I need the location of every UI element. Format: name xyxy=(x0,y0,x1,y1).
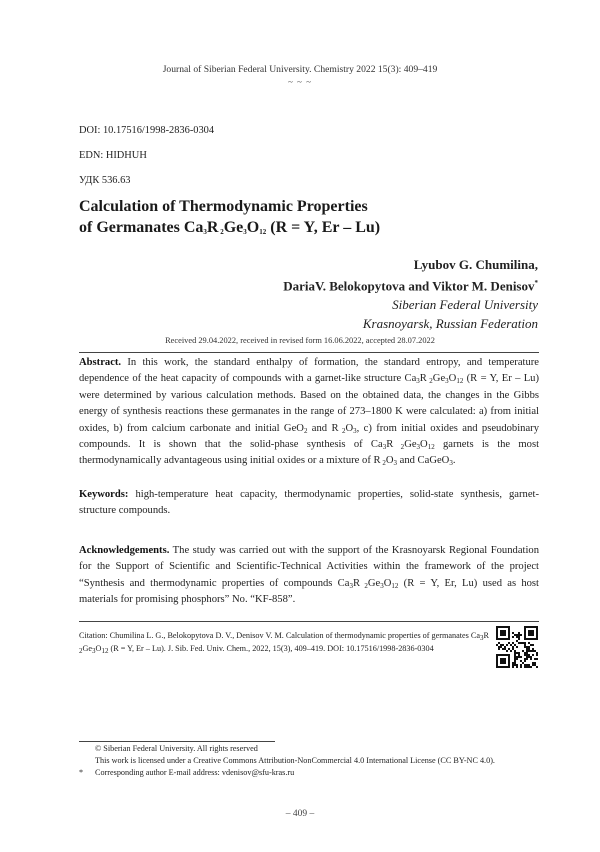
divider-citation xyxy=(79,621,539,622)
keywords: Keywords: high-temperature heat capacity, thermodynamic properties, solid-state synthesis, garnet-structure compounds. xyxy=(79,489,539,517)
acknowledgements: Acknowledgements. The study was carried out with the support of the Krasnoyarsk Regional Foundation for the Support of Scientific and Scientific-Technical Activities within the framework of the project “Synthesis and thermodynamic properties of compounds $Ca_3R$ $_2Ge_3O_{12}$ (R = Y, Er, Lu) used as host materials for promising phosphors” No. “KF-858”. xyxy=(79,545,539,606)
citation: Citation: Chumilina L. G., Belokopytova D. V., Denisov V. M. Calculation of thermodynamic properties of germanates $Ca_3R$ $_2Ge_3O_{12}$ (R = Y, Er – Lu). J. Sib. Fed. Univ. Chem., 2022, 15(3), 409–419. DOI: 10.17516/1998-2836-0304 xyxy=(79,631,489,655)
divider-top xyxy=(79,352,539,353)
location: Krasnoyarsk, Russian Federation xyxy=(362,316,538,332)
title-line-2: of Germanates $Ca_3R$ $_2Ge_3O_{12}$ (R = Y, Er – Lu) xyxy=(79,219,381,236)
license-note: This work is licensed under a Creative Commons Attribution-NonCommercial 4.0 International License (CC BY-NC 4.0). xyxy=(95,756,495,765)
received-dates: Received 29.04.2022, received in revised form 16.06.2022, accepted 28.07.2022 xyxy=(165,336,435,345)
affiliation: Siberian Federal University xyxy=(392,297,538,313)
title-line-1: Calculation of Thermodynamic Properties xyxy=(79,198,368,215)
corresponding-star: * xyxy=(79,768,84,777)
header-separator: ~ ~ ~ xyxy=(287,77,313,87)
journal-header: Journal of Siberian Federal University. Chemistry 2022 15(3): 409–419 xyxy=(162,64,438,75)
page-number: – 409 – xyxy=(285,809,315,819)
footnote-divider xyxy=(79,741,275,742)
abstract: Abstract. In this work, the standard enthalpy of formation, the standard entropy, and temperature dependence of the heat capacity of compounds with a garnet-like structure $Ca_3R$ $_2Ge_3O_{12}$ (R = Y, Er – Lu) were determined by various calculation methods. Based on the obtained data, the changes in the Gibbs energy of synthesis reactions these germanates in the range of 273–1800 K were calculated: a) from initial oxides, b) from calcium carbonate and initial GeO$_2$ and R $_2O_3$, c) from initial oxides and pseudobinary compounds. It is shown that the solid-phase synthesis of $Ca_3R$ $_2Ge_3O_{12}$ garnets is the most thermodynamically advantageous using initial oxides or a mixture of R $_2O_3$ and CaGeO$_3$. xyxy=(79,357,540,468)
edn-line: EDN: HIDHUH xyxy=(79,150,147,161)
udk-line: УДК 536.63 xyxy=(79,175,131,186)
author-line-2: DariaV. Belokopytova and Viktor M. Denisov* xyxy=(283,278,538,294)
copyright-note: © Siberian Federal University. All rights reserved xyxy=(95,744,258,753)
qr-code-icon xyxy=(496,626,538,668)
doi-line[interactable]: DOI: 10.17516/1998-2836-0304 xyxy=(79,125,215,136)
corresponding-author-note[interactable]: Corresponding author E-mail address: vdenisov@sfu-kras.ru xyxy=(95,768,295,777)
author-block xyxy=(283,255,538,333)
author-line-1: Lyubov G. Chumilina, xyxy=(413,257,538,272)
paper-title xyxy=(79,196,380,238)
